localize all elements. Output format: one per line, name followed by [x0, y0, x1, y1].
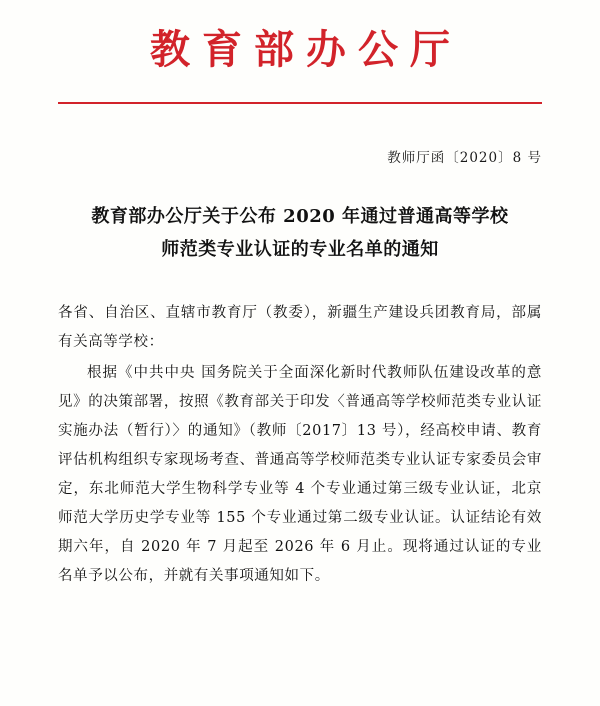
header-rule [58, 102, 542, 104]
document-body [58, 299, 542, 593]
paragraph-main: 根据《中共中央 国务院关于全面深化新时代教师队伍建设改革的意见》的决策部署，按照《教育部关于印发〈普通高等学校师范类专业认证实施办法（暂行）〉的通知》（教师〔2017〕13 号），经高校申请、教育评估机构组织专家现场考查、普通高等学校师范类专业认证专家委员会审定，东北师范大学生物科学专业等 4 个专业通过第三级专业认证，北京师范大学历史学专业等 155 个专业通过第二级专业认证。认证结论有效期六年，自 2020 年 7 月起至 2026 年 6 月止。现将通过认证的专业名单予以公布，并就有关事项通知如下。 [58, 364, 542, 584]
document-title [58, 200, 542, 267]
document-number: 教师厅函〔2020〕8 号 [387, 150, 542, 166]
letterhead [58, 0, 542, 84]
paragraph-salutation: 各省、自治区、直辖市教育厅（教委），新疆生产建设兵团教育局，部属有关高等学校： [58, 304, 542, 350]
document-title-line-1: 教育部办公厅关于公布 2020 年通过普通高等学校 [91, 206, 509, 227]
letterhead-title: 教育部办公厅 [150, 26, 462, 73]
document-title-line-2: 师范类专业认证的专业名单的通知 [161, 239, 439, 261]
